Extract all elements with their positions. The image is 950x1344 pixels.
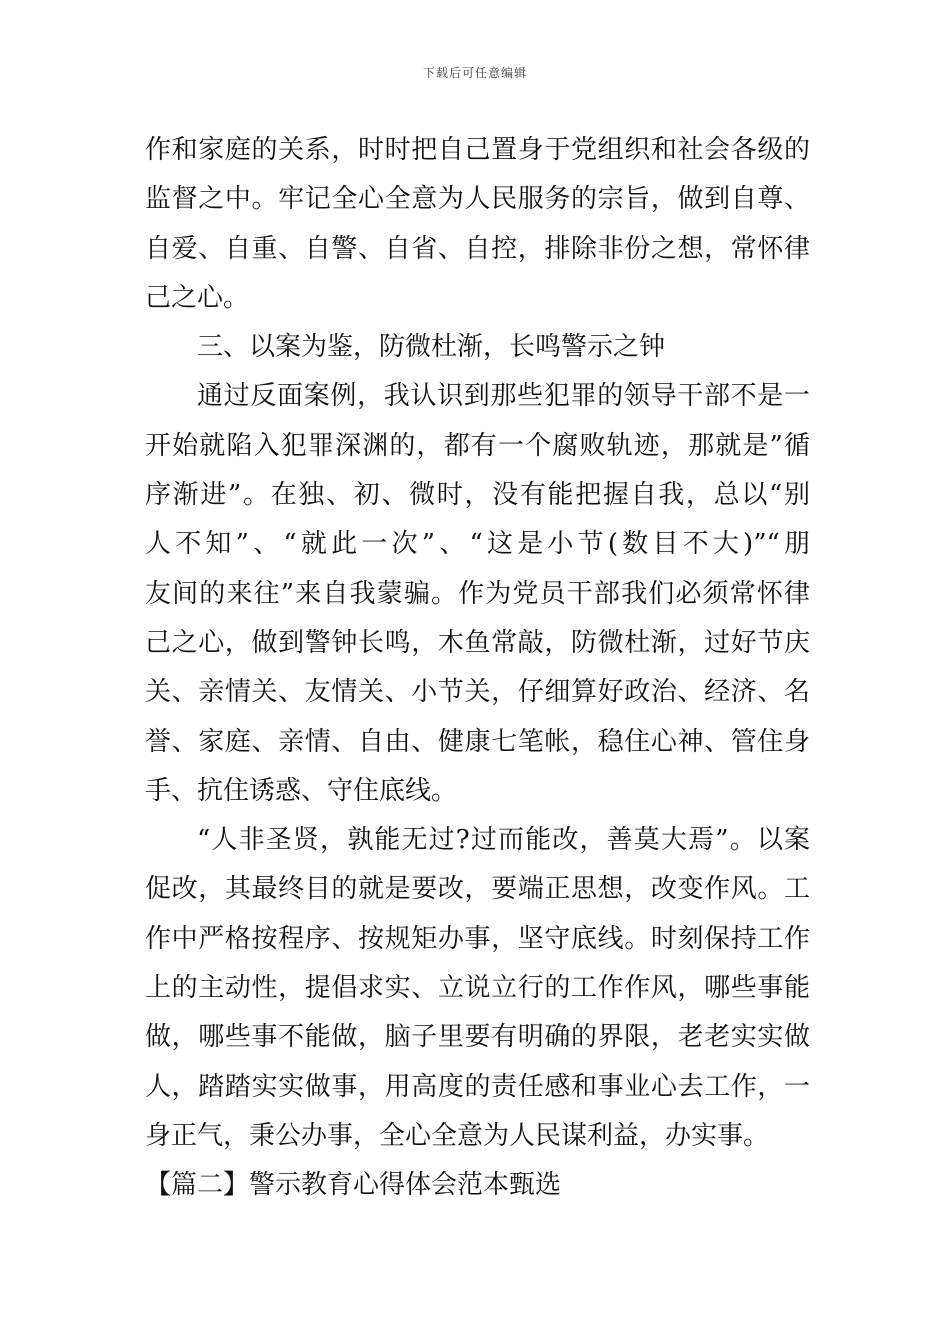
paragraph-line: 促改，其最终目的就是要改，要端正思想，改变作风。工 (145, 874, 810, 905)
article-heading: 【篇二】警示教育心得体会范本甄选 (145, 1170, 562, 1201)
paragraph-line: 誉、家庭、亲情、自由、健康七笔帐，稳住心神、管住身 (145, 726, 810, 757)
paragraph-line: 监督之中。牢记全心全意为人民服务的宗旨，做到自尊、 (145, 184, 810, 215)
paragraph-line: 关、亲情关、友情关、小节关，仔细算好政治、经济、名 (145, 677, 810, 708)
paragraph-line: 己之心，做到警钟长鸣，木鱼常敲，防微杜渐，过好节庆 (145, 627, 810, 658)
paragraph-line: 序渐进”。在独、初、微时，没有能把握自我，总以“别 (145, 480, 810, 511)
paragraph-line: 人不知”、“就此一次”、“这是小节(数目不大)”“朋 (145, 529, 810, 560)
paragraph-line: “人非圣贤，孰能无过?过而能改，善莫大焉”。以案 (197, 825, 810, 856)
paragraph-line: 做，哪些事不能做，脑子里要有明确的界限，老老实实做 (145, 1022, 810, 1053)
paragraph-line: 手、抗住诱惑、守住底线。 (145, 775, 458, 806)
paragraph-line: 作和家庭的关系，时时把自己置身于党组织和社会各级的 (145, 135, 810, 165)
section-heading: 三、以案为鉴，防微杜渐，长鸣警示之钟 (197, 332, 666, 363)
paragraph-line: 通过反面案例，我认识到那些犯罪的领导干部不是一 (197, 381, 810, 412)
paragraph-line: 身正气，秉公办事，全心全意为人民谋利益，办实事。 (145, 1120, 770, 1151)
header-note: 下载后可任意编辑 (422, 66, 527, 80)
paragraph-line: 作中严格按程序、按规矩办事，坚守底线。时刻保持工作 (145, 923, 810, 954)
paragraph-line: 开始就陷入犯罪深渊的，都有一个腐败轨迹，那就是”循 (145, 430, 810, 461)
paragraph-line: 自爱、自重、自警、自省、自控，排除非份之想，常怀律 (145, 233, 810, 264)
paragraph-line: 人，踏踏实实做事，用高度的责任感和事业心去工作，一 (145, 1071, 810, 1102)
paragraph-line: 友间的来往”来自我蒙骗。作为党员干部我们必须常怀律 (145, 578, 810, 609)
paragraph-line: 己之心。 (145, 282, 250, 313)
paragraph-line: 上的主动性，提倡求实、立说立行的工作作风，哪些事能 (145, 973, 810, 1004)
document-body (145, 126, 810, 1211)
